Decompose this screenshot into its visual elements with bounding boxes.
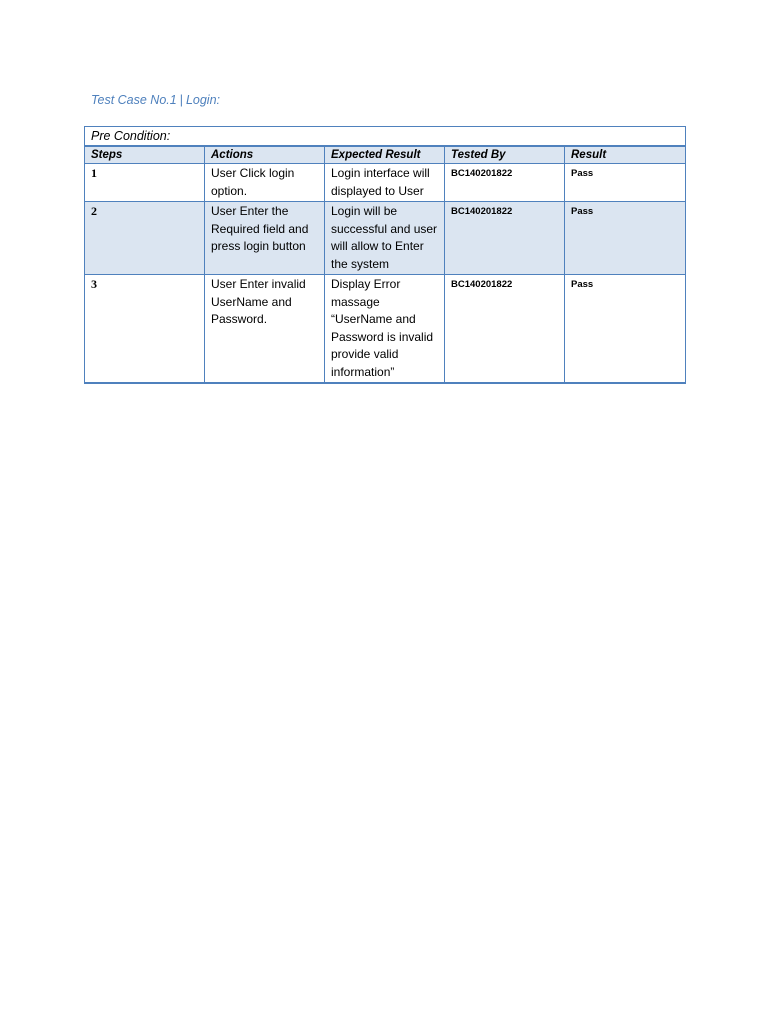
table-row [85,164,686,202]
tested-by-cell: BC140201822 [445,202,565,275]
result-cell: Pass [565,164,686,202]
precondition-row [85,127,686,147]
header-result: Result [565,146,686,164]
header-expected-result: Expected Result [325,146,445,164]
header-actions: Actions [205,146,325,164]
header-steps: Steps [85,146,205,164]
test-case-heading [91,93,220,107]
header-row [85,146,686,164]
test-case-title: Login: [185,93,221,107]
action-cell: User Enter invalid UserName and Password. [205,275,325,384]
table-row [85,202,686,275]
test-case-number: Test Case No.1 [91,93,177,107]
tested-by-cell: BC140201822 [445,164,565,202]
table-row [85,275,686,384]
result-cell: Pass [565,275,686,384]
tested-by-cell: BC140201822 [445,275,565,384]
step-cell: 1 [85,164,205,202]
step-cell: 2 [85,202,205,275]
step-cell: 3 [85,275,205,384]
result-cell: Pass [565,202,686,275]
header-tested-by: Tested By [445,146,565,164]
expected-result-cell: Login interface will displayed to User [325,164,445,202]
precondition-label: Pre Condition: [85,127,686,147]
expected-result-cell: Display Error massage “UserName and Password is invalid provide valid information” [325,275,445,384]
action-cell: User Enter the Required field and press login button [205,202,325,275]
test-case-table [84,126,686,384]
heading-separator: | [179,93,183,107]
action-cell: User Click login option. [205,164,325,202]
expected-result-cell: Login will be successful and user will allow to Enter the system [325,202,445,275]
